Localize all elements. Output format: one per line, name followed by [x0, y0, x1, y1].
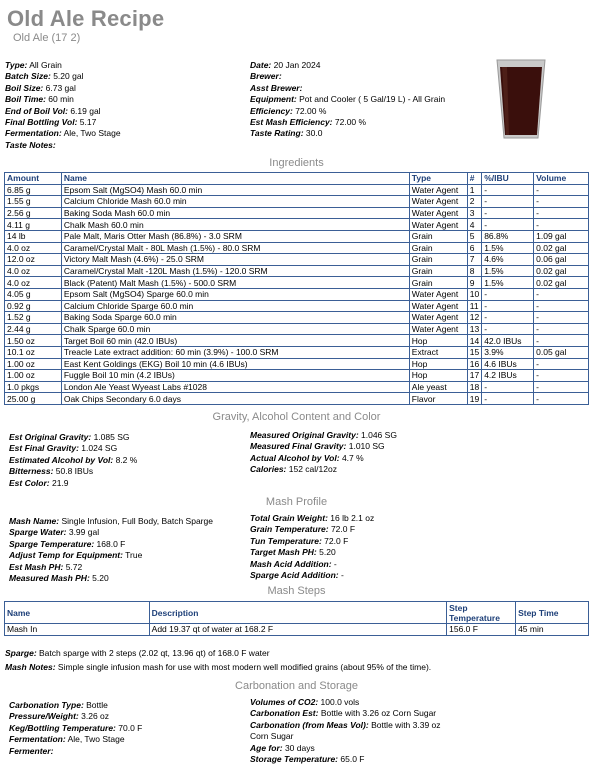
table-cell: -	[482, 219, 534, 231]
table-cell: Grain	[409, 265, 467, 277]
table-cell: 10	[467, 288, 481, 300]
gravity-row: Measured Final Gravity: 1.010 SG	[250, 441, 385, 452]
table-cell: 14	[467, 335, 481, 347]
table-cell: -	[482, 323, 534, 335]
table-cell: Hop	[409, 370, 467, 382]
table-cell: 6.85 g	[5, 184, 62, 196]
table-cell: Add 19.37 qt of water at 168.2 F	[149, 624, 446, 636]
info-row: Final Bottling Vol: 5.17	[5, 117, 97, 128]
table-cell: 18	[467, 381, 481, 393]
table-cell: Grain	[409, 254, 467, 266]
carbonation-row: Storage Temperature: 65.0 F	[250, 754, 365, 765]
gravity-row: Est Final Gravity: 1.024 SG	[9, 443, 118, 454]
gravity-row: Est Original Gravity: 1.085 SG	[9, 432, 130, 442]
table-row	[5, 370, 589, 382]
carbonation-row: Volumes of CO2: 100.0 vols	[250, 697, 360, 707]
table-cell: 0.02 gal	[534, 265, 589, 277]
table-cell: Fuggle Boil 10 min (4.2 IBUs)	[61, 370, 409, 382]
info-row: Boil Time: 60 min	[5, 94, 74, 105]
table-cell: 1.55 g	[5, 196, 62, 208]
table-cell: Water Agent	[409, 207, 467, 219]
mash-row: Mash Name: Single Infusion, Full Body, Batch Sparge	[9, 516, 213, 526]
carbonation-row: Keg/Bottling Temperature: 70.0 F	[9, 722, 143, 733]
table-cell: 12.0 oz	[5, 254, 62, 266]
table-cell: 12	[467, 312, 481, 324]
table-cell: 4.0 oz	[5, 265, 62, 277]
gravity-heading: Gravity, Alcohol Content and Color	[212, 411, 381, 423]
gravity-right	[250, 430, 397, 476]
info-row: Efficiency: 72.00 %	[250, 105, 327, 116]
mash-notes: Mash Notes: Simple single infusion mash for use with most modern well modified grains (about 95% of the time).	[5, 662, 432, 672]
table-cell: Flavor	[409, 393, 467, 405]
info-row: Date: 20 Jan 2024	[250, 60, 321, 70]
carbonation-row: Corn Sugar	[250, 731, 294, 742]
carbonation-row: Carbonation (from Meas Vol): Bottle with 3.39 oz	[250, 719, 441, 730]
table-cell: 4.05 g	[5, 288, 62, 300]
table-row	[5, 196, 589, 208]
table-cell: -	[534, 381, 589, 393]
carbonation-left	[9, 700, 142, 757]
table-cell: Chalk Mash 60.0 min	[61, 219, 409, 231]
page-title: Old Ale Recipe	[7, 6, 165, 31]
mash-row: Total Grain Weight: 16 lb 2.1 oz	[250, 513, 375, 523]
table-row	[5, 242, 589, 254]
mash-row: Mash Acid Addition: -	[250, 558, 337, 569]
gravity-row: Calories: 152 cal/12oz	[250, 464, 337, 475]
mash-profile-right	[250, 513, 374, 581]
carbonation-heading: Carbonation and Storage	[235, 680, 358, 692]
table-header-row	[5, 602, 589, 624]
table-cell: -	[534, 323, 589, 335]
mash-row: Sparge Temperature: 168.0 F	[9, 538, 126, 549]
column-header-percent-ibu: %/IBU	[482, 173, 534, 185]
table-cell: 13	[467, 323, 481, 335]
table-cell: -	[482, 381, 534, 393]
gravity-row: Actual Alcohol by Vol: 4.7 %	[250, 452, 364, 463]
table-cell: 0.02 gal	[534, 277, 589, 289]
table-cell: 2	[467, 196, 481, 208]
table-cell: -	[482, 300, 534, 312]
carbonation-right	[250, 697, 441, 765]
table-cell: 1.0 pkgs	[5, 381, 62, 393]
carbonation-row: Carbonation Est: Bottle with 3.26 oz Corn Sugar	[250, 708, 437, 719]
table-cell: Caramel/Crystal Malt -120L Mash (1.5%) - 120.0 SRM	[61, 265, 409, 277]
table-cell: Calcium Chloride Sparge 60.0 min	[61, 300, 409, 312]
mash-row: Grain Temperature: 72.0 F	[250, 524, 356, 535]
recipe-info-left	[5, 60, 121, 151]
table-cell: Baking Soda Mash 60.0 min	[61, 207, 409, 219]
table-row	[5, 254, 589, 266]
table-cell: 1.09 gal	[534, 230, 589, 242]
carbonation-row: Fermentation: Ale, Two Stage	[9, 734, 125, 745]
info-row: Fermentation: Ale, Two Stage	[5, 128, 121, 139]
table-cell: -	[534, 300, 589, 312]
mash-row: Tun Temperature: 72.0 F	[250, 535, 349, 546]
table-cell: Water Agent	[409, 312, 467, 324]
table-cell: Baking Soda Sparge 60.0 min	[61, 312, 409, 324]
table-row	[5, 230, 589, 242]
table-cell: 25.00 g	[5, 393, 62, 405]
table-row	[5, 381, 589, 393]
table-cell: 1.5%	[482, 242, 534, 254]
table-cell: Treacle Late extract addition: 60 min (3.9%) - 100.0 SRM	[61, 346, 409, 358]
table-cell: 42.0 IBUs	[482, 335, 534, 347]
table-cell: Water Agent	[409, 323, 467, 335]
table-cell: 1.50 oz	[5, 335, 62, 347]
table-cell: -	[482, 207, 534, 219]
table-cell: 3	[467, 207, 481, 219]
table-cell: 11	[467, 300, 481, 312]
table-cell: 4.0 oz	[5, 277, 62, 289]
table-cell: -	[534, 219, 589, 231]
table-cell: Water Agent	[409, 196, 467, 208]
table-cell: 1.00 oz	[5, 370, 62, 382]
table-cell: 17	[467, 370, 481, 382]
table-cell: Water Agent	[409, 288, 467, 300]
table-row	[5, 265, 589, 277]
mash-profile-left	[9, 516, 213, 584]
table-cell: -	[534, 358, 589, 370]
table-cell: -	[482, 184, 534, 196]
mash-row: Sparge Acid Addition: -	[250, 570, 344, 581]
ingredients-table	[4, 172, 589, 405]
table-row	[5, 624, 589, 636]
table-header-row	[5, 173, 589, 185]
table-row	[5, 288, 589, 300]
column-header-number: #	[467, 173, 481, 185]
table-cell: -	[534, 207, 589, 219]
table-cell: 3.9%	[482, 346, 534, 358]
info-row: Est Mash Efficiency: 72.00 %	[250, 117, 367, 128]
table-row	[5, 335, 589, 347]
table-cell: -	[482, 312, 534, 324]
sparge-note: Sparge: Batch sparge with 2 steps (2.02 qt, 13.96 qt) of 168.0 F water	[5, 648, 270, 658]
table-cell: Calcium Chloride Mash 60.0 min	[61, 196, 409, 208]
table-cell: Chalk Sparge 60.0 min	[61, 323, 409, 335]
table-cell: 4	[467, 219, 481, 231]
mash-row: Target Mash PH: 5.20	[250, 547, 336, 558]
table-cell: 156.0 F	[447, 624, 516, 636]
table-row	[5, 312, 589, 324]
table-cell: 16	[467, 358, 481, 370]
table-row	[5, 358, 589, 370]
info-row: Type: All Grain	[5, 60, 62, 70]
table-row	[5, 219, 589, 231]
mash-steps-heading: Mash Steps	[267, 585, 326, 597]
table-cell: -	[534, 288, 589, 300]
mash-steps-table	[4, 601, 589, 636]
table-cell: -	[482, 288, 534, 300]
column-header-step-time: Step Time	[516, 602, 589, 624]
table-cell: -	[534, 184, 589, 196]
gravity-row: Estimated Alcohol by Vol: 8.2 %	[9, 454, 138, 465]
table-cell: Black (Patent) Malt Mash (1.5%) - 500.0 SRM	[61, 277, 409, 289]
table-cell: Target Boil 60 min (42.0 IBUs)	[61, 335, 409, 347]
table-cell: 5	[467, 230, 481, 242]
table-row	[5, 207, 589, 219]
table-cell: -	[482, 196, 534, 208]
table-row	[5, 346, 589, 358]
table-cell: -	[534, 335, 589, 347]
table-cell: 1.52 g	[5, 312, 62, 324]
table-cell: 4.6 IBUs	[482, 358, 534, 370]
column-header-amount: Amount	[5, 173, 62, 185]
table-cell: Grain	[409, 230, 467, 242]
gravity-row: Measured Original Gravity: 1.046 SG	[250, 430, 397, 440]
table-cell: Water Agent	[409, 300, 467, 312]
table-cell: Caramel/Crystal Malt - 80L Mash (1.5%) - 80.0 SRM	[61, 242, 409, 254]
table-cell: 14 lb	[5, 230, 62, 242]
beer-glass-icon	[495, 58, 547, 140]
table-cell: London Ale Yeast Wyeast Labs #1028	[61, 381, 409, 393]
mash-row: Adjust Temp for Equipment: True	[9, 550, 143, 561]
table-cell: 15	[467, 346, 481, 358]
table-cell: -	[534, 196, 589, 208]
mash-row: Measured Mash PH: 5.20	[9, 573, 109, 584]
table-cell: Oak Chips Secondary 6.0 days	[61, 393, 409, 405]
table-cell: East Kent Goldings (EKG) Boil 10 min (4.6 IBUs)	[61, 358, 409, 370]
column-header-name: Name	[5, 602, 150, 624]
mash-row: Sparge Water: 3.99 gal	[9, 527, 100, 538]
table-cell: 4.0 oz	[5, 242, 62, 254]
table-cell: -	[482, 393, 534, 405]
table-cell: Water Agent	[409, 219, 467, 231]
table-cell: 4.11 g	[5, 219, 62, 231]
column-header-step-temperature: Step Temperature	[447, 602, 516, 624]
table-cell: Epsom Salt (MgSO4) Mash 60.0 min	[61, 184, 409, 196]
info-row: Batch Size: 5.20 gal	[5, 71, 84, 82]
table-cell: Hop	[409, 335, 467, 347]
table-cell: 0.05 gal	[534, 346, 589, 358]
carbonation-row: Fermenter:	[9, 745, 54, 756]
table-cell: Hop	[409, 358, 467, 370]
table-cell: Grain	[409, 242, 467, 254]
table-cell: Grain	[409, 277, 467, 289]
info-row: Boil Size: 6.73 gal	[5, 82, 76, 93]
table-cell: 2.56 g	[5, 207, 62, 219]
table-cell: 7	[467, 254, 481, 266]
recipe-info-right	[250, 60, 445, 140]
table-cell: Mash In	[5, 624, 150, 636]
table-cell: 4.6%	[482, 254, 534, 266]
table-cell: 0.92 g	[5, 300, 62, 312]
table-cell: 1.5%	[482, 277, 534, 289]
mash-row: Est Mash PH: 5.72	[9, 561, 83, 572]
table-cell: 9	[467, 277, 481, 289]
table-row	[5, 323, 589, 335]
carbonation-row: Age for: 30 days	[250, 742, 315, 753]
table-cell: 4.2 IBUs	[482, 370, 534, 382]
table-row	[5, 184, 589, 196]
table-cell: Victory Malt Mash (4.6%) - 25.0 SRM	[61, 254, 409, 266]
table-cell: 1	[467, 184, 481, 196]
table-cell: 6	[467, 242, 481, 254]
page-subtitle: Old Ale (17 2)	[13, 32, 81, 44]
table-cell: 0.06 gal	[534, 254, 589, 266]
gravity-left	[9, 432, 137, 489]
carbonation-row: Pressure/Weight: 3.26 oz	[9, 711, 110, 722]
table-cell: Ale yeast	[409, 381, 467, 393]
info-row: Taste Notes:	[5, 139, 56, 150]
info-row: Asst Brewer:	[250, 82, 303, 93]
table-cell: 10.1 oz	[5, 346, 62, 358]
gravity-row: Est Color: 21.9	[9, 477, 69, 488]
table-cell: 0.02 gal	[534, 242, 589, 254]
table-cell: Epsom Salt (MgSO4) Sparge 60.0 min	[61, 288, 409, 300]
column-header-description: Description	[149, 602, 446, 624]
carbonation-row: Carbonation Type: Bottle	[9, 700, 108, 710]
table-cell: 1.5%	[482, 265, 534, 277]
table-cell: Extract	[409, 346, 467, 358]
table-row	[5, 300, 589, 312]
table-cell: -	[534, 393, 589, 405]
table-cell: 8	[467, 265, 481, 277]
info-row: Taste Rating: 30.0	[250, 128, 323, 139]
table-cell: 1.00 oz	[5, 358, 62, 370]
table-row	[5, 393, 589, 405]
column-header-type: Type	[409, 173, 467, 185]
table-cell: 19	[467, 393, 481, 405]
table-row	[5, 277, 589, 289]
column-header-volume: Volume	[534, 173, 589, 185]
table-cell: 86.8%	[482, 230, 534, 242]
info-row: End of Boil Vol: 6.19 gal	[5, 105, 101, 116]
table-cell: 45 min	[516, 624, 589, 636]
ingredients-heading: Ingredients	[269, 157, 324, 169]
mash-profile-heading: Mash Profile	[265, 496, 328, 508]
column-header-name: Name	[61, 173, 409, 185]
gravity-row: Bitterness: 50.8 IBUs	[9, 466, 94, 477]
table-cell: Water Agent	[409, 184, 467, 196]
info-row: Brewer:	[250, 71, 282, 82]
table-cell: Pale Malt, Maris Otter Mash (86.8%) - 3.0 SRM	[61, 230, 409, 242]
info-row: Equipment: Pot and Cooler ( 5 Gal/19 L) - All Grain	[250, 94, 446, 105]
table-cell: 2.44 g	[5, 323, 62, 335]
table-cell: -	[534, 370, 589, 382]
table-cell: -	[534, 312, 589, 324]
